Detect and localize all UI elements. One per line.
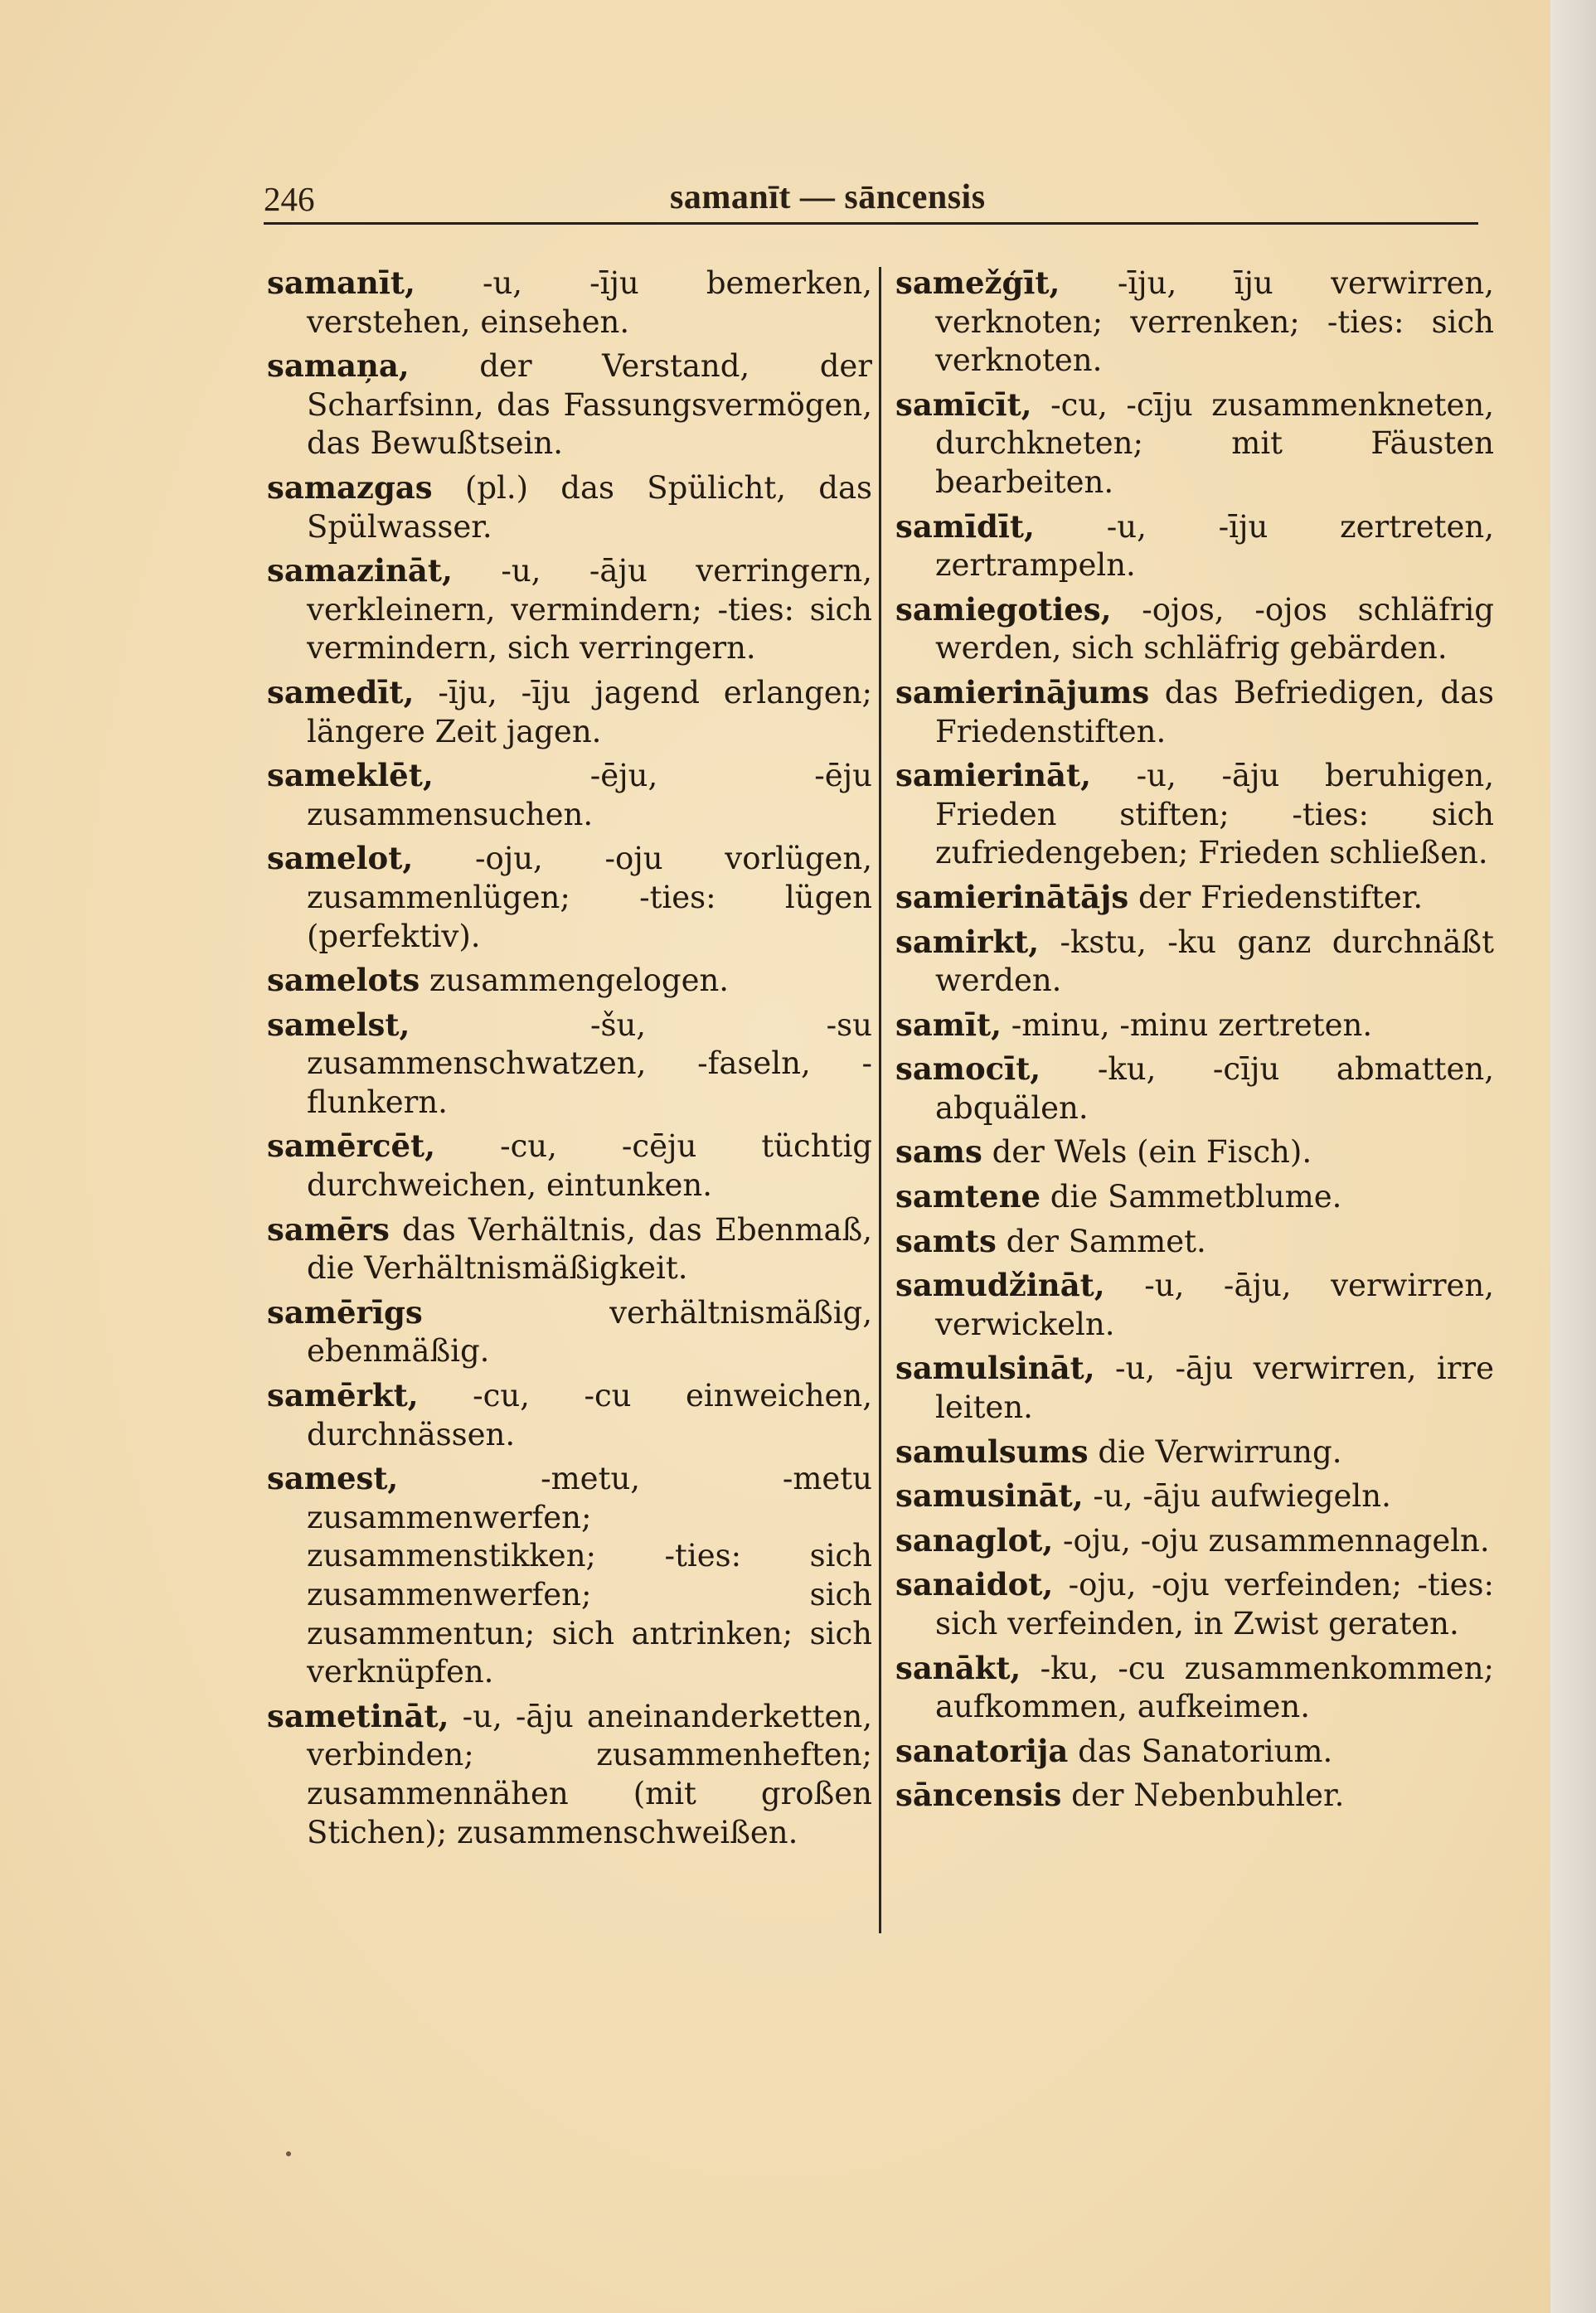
entry-headword: sāncensis (895, 1777, 1062, 1814)
dictionary-entry (895, 1006, 1494, 1045)
entry-definition: das Befriedigen, das Friedenstiften. (935, 674, 1494, 749)
dictionary-entry (267, 468, 872, 546)
dictionary-entry (895, 756, 1494, 873)
entry-headword: samocīt, (895, 1050, 1041, 1088)
entry-definition: das Verhältnis, das Ebenmaß, die Verhältnismäßigkeit. (307, 1211, 872, 1287)
page-header (264, 174, 1478, 229)
dictionary-entry (267, 1459, 872, 1692)
entry-definition: der Verstand, der Scharfsinn, das Fassungsvermögen, das Bewußtsein. (307, 348, 872, 462)
dictionary-entry (895, 673, 1494, 751)
entry-headword: samiegoties, (895, 590, 1112, 628)
entry-headword: samērcēt, (267, 1127, 436, 1165)
entry-definition: -minu, -minu zertreten. (1011, 1006, 1373, 1043)
dictionary-entry (895, 1132, 1494, 1172)
entry-headword: samierinājums (895, 673, 1150, 710)
running-head: samanīt — sāncensis (670, 178, 986, 216)
entry-headword: samīt, (895, 1006, 1002, 1043)
dictionary-entry (895, 878, 1494, 918)
dictionary-entry (895, 1477, 1494, 1516)
entry-definition: der Sammet. (1006, 1223, 1206, 1259)
dictionary-entry (895, 1776, 1494, 1816)
entry-definition: -ku, -cu zusammenkommen; aufkommen, aufkeimen. (935, 1650, 1495, 1725)
dictionary-entry (895, 1222, 1494, 1262)
entry-definition: (pl.) das Spülicht, das Spülwasser. (307, 469, 872, 545)
dictionary-entry (895, 507, 1494, 585)
entry-headword: sanākt, (895, 1649, 1021, 1686)
entry-definition: -ku, -cīju abmatten, abquälen. (935, 1051, 1494, 1126)
entry-definition: -īju, īju verwirren, verknoten; verrenken; -ties: sich verknoten. (935, 265, 1494, 379)
dictionary-entry (267, 756, 872, 834)
entry-headword: samanīt, (267, 264, 415, 301)
entry-headword: samulsums (895, 1433, 1089, 1470)
entry-definition: der Wels (ein Fisch). (992, 1134, 1312, 1171)
entry-headword: samīcīt, (895, 386, 1032, 423)
dictionary-entry (895, 264, 1494, 381)
dictionary-entry (895, 1649, 1494, 1727)
entry-headword: sameklēt, (267, 757, 434, 794)
dictionary-entry (895, 1521, 1494, 1561)
dictionary-entry (895, 923, 1494, 1001)
left-column (267, 264, 872, 1857)
page-number: 246 (264, 180, 315, 218)
entry-definition: -ojos, -ojos schläfrig werden, sich schläfrig gebärden. (935, 591, 1494, 667)
entry-definition: -ēju, -ēju zusammensuchen. (307, 758, 872, 832)
entry-definition: -u, -āju verringern, verkleinern, vermindern; -ties: sich vermindern, sich verringern. (307, 553, 872, 667)
entry-headword: samulsināt, (895, 1350, 1095, 1387)
entry-headword: samusināt, (895, 1477, 1084, 1515)
entry-definition: die Verwirrung. (1098, 1433, 1342, 1470)
dictionary-entry (895, 1433, 1494, 1472)
column-divider (879, 267, 881, 1933)
entry-definition: -oju, -oju zusammennageln. (1063, 1522, 1490, 1559)
entry-definition: die Sammetblume. (1050, 1179, 1342, 1215)
dictionary-entry (267, 961, 872, 1001)
entry-headword: samest, (267, 1460, 399, 1497)
entry-headword: samierinātājs (895, 878, 1129, 915)
entry-headword: samežģīt, (895, 264, 1060, 301)
dictionary-entry (267, 1006, 872, 1123)
entry-definition: der Nebenbuhler. (1071, 1777, 1345, 1814)
entry-definition: -u, -āju, verwirren, verwickeln. (935, 1268, 1495, 1342)
dictionary-entry (267, 673, 872, 751)
entry-headword: sametināt, (267, 1697, 449, 1734)
entry-headword: samelots (267, 962, 420, 999)
dictionary-entry (895, 1266, 1494, 1344)
entry-definition: das Sanatorium. (1078, 1733, 1333, 1769)
entry-headword: sanaidot, (895, 1566, 1054, 1603)
entry-headword: samirkt, (895, 923, 1040, 960)
entry-definition: verhältnismäßig, ebenmäßig. (307, 1294, 872, 1370)
entry-definition: der Friedenstifter. (1138, 879, 1424, 915)
dictionary-entry (895, 1050, 1494, 1127)
entry-definition: -cu, -cu einweichen, durchnässen. (307, 1378, 873, 1452)
dictionary-entry (267, 1127, 872, 1205)
header-rule (264, 222, 1478, 225)
entry-headword: samazgas (267, 468, 433, 506)
page-edge (1550, 0, 1596, 2313)
dictionary-entry (895, 1177, 1494, 1217)
dictionary-entry (895, 1565, 1494, 1643)
entry-headword: samelst, (267, 1006, 410, 1043)
entry-definition: zusammengelogen. (429, 963, 730, 999)
entry-definition: -u, -īju zertreten, zertrampeln. (935, 508, 1495, 584)
dictionary-entry (267, 1376, 872, 1454)
entry-headword: samedīt, (267, 673, 415, 710)
entry-headword: samudžināt, (895, 1267, 1105, 1304)
dictionary-entry (267, 1293, 872, 1371)
entry-definition: -cu, -cēju tüchtig durchweichen, eintunken. (307, 1128, 872, 1204)
entry-headword: samērkt, (267, 1377, 419, 1414)
dictionary-entry (267, 1697, 872, 1852)
right-column (895, 264, 1494, 1821)
dictionary-entry (267, 551, 872, 668)
dictionary-entry (267, 347, 872, 463)
entry-definition: -īju, -īju jagend erlangen; längere Zeit jagen. (307, 674, 872, 749)
dictionary-entry (267, 839, 872, 956)
entry-definition: -u, -īju bemerken, verstehen, einsehen. (307, 265, 872, 340)
dictionary-entry (895, 590, 1494, 668)
entry-definition: -oju, -oju vorlügen, zusammenlügen; -ties: lügen (perfektiv). (307, 841, 872, 954)
entry-definition: -oju, -oju verfeinden; -ties: sich verfeinden, in Zwist geraten. (935, 1567, 1494, 1641)
entry-headword: samelot, (267, 840, 414, 877)
entry-definition: -šu, -su zusammenschwatzen, -faseln, -flunkern. (307, 1006, 872, 1120)
entry-headword: samērs (267, 1210, 390, 1248)
entry-definition: -metu, -metu zusammenwerfen; zusammenstikken; -ties: sich zusammenwerfen; sich zusammentun; sich antrinken; sich verknüpfen. (307, 1461, 872, 1690)
paper-spot (286, 2151, 291, 2156)
entry-headword: samtene (895, 1178, 1041, 1215)
dictionary-entry (895, 1732, 1494, 1772)
dictionary-entry (267, 264, 872, 342)
entry-definition: -u, -āju beruhigen, Frieden stiften; -ties: sich zufriedengeben; Frieden schließen. (935, 758, 1494, 871)
entry-headword: samīdīt, (895, 507, 1035, 545)
entry-headword: sams (895, 1133, 982, 1171)
entry-definition: -u, -āju verwirren, irre leiten. (935, 1350, 1494, 1426)
entry-headword: samazināt, (267, 552, 453, 589)
entry-headword: samts (895, 1222, 997, 1259)
entry-definition: -u, -āju aneinanderketten, verbinden; zusammenheften; zusammennähen (mit großen Stichen); zusammenschweißen. (307, 1698, 873, 1850)
entry-headword: samaņa, (267, 347, 410, 385)
entry-headword: samierināt, (895, 757, 1091, 794)
entry-definition: -u, -āju aufwiegeln. (1093, 1478, 1391, 1515)
entry-headword: sanaglot, (895, 1521, 1054, 1559)
dictionary-entry (895, 1349, 1494, 1427)
dictionary-entry (267, 1210, 872, 1288)
dictionary-entry (895, 386, 1494, 502)
entry-definition: -kstu, -ku ganz durchnäßt werden. (935, 924, 1495, 999)
entry-definition: -cu, -cīju zusammenkneten, durchkneten; mit Fäusten bearbeiten. (935, 386, 1495, 500)
entry-headword: samērīgs (267, 1293, 423, 1331)
entry-headword: sanatorija (895, 1732, 1069, 1769)
